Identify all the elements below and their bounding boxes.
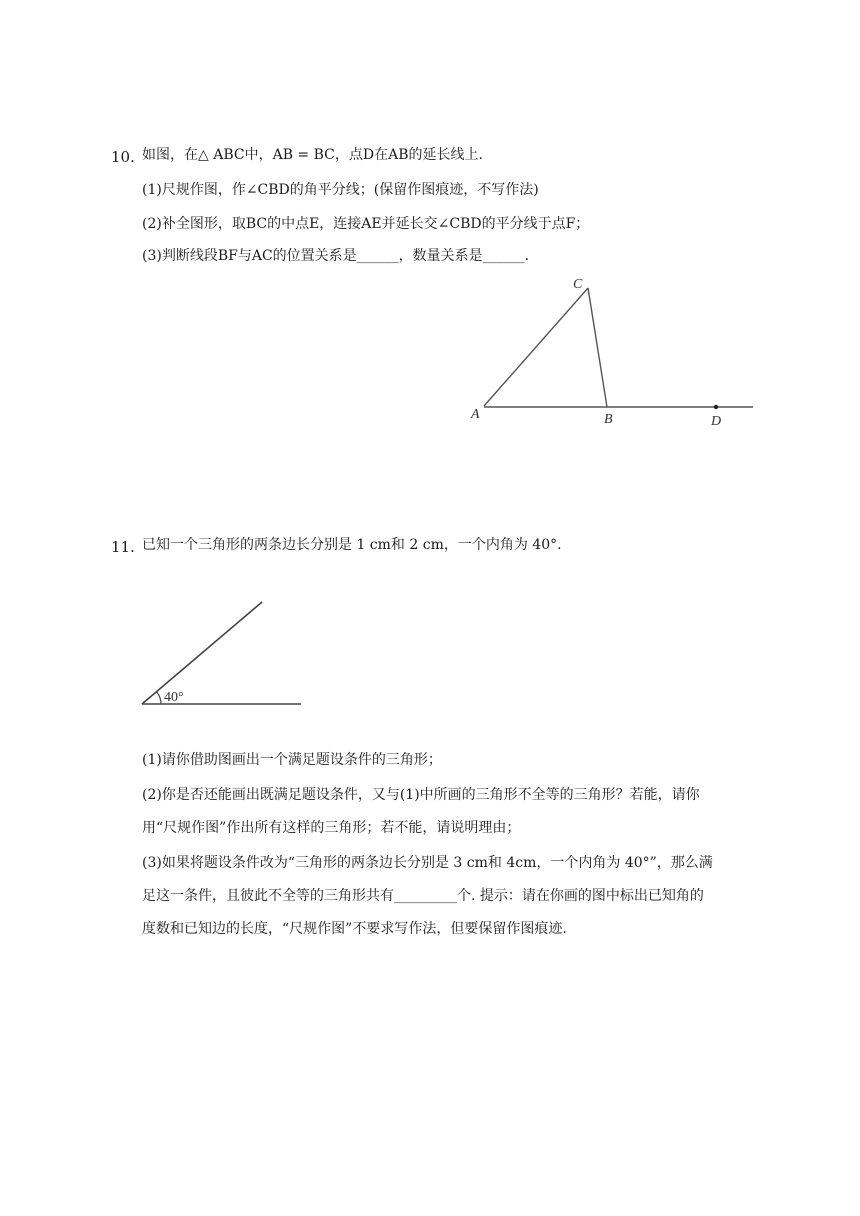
angle-label: 40° xyxy=(164,690,184,705)
point-d-dot xyxy=(714,405,718,409)
question-10-stem: 如图，在△ ABC中，AB = BC，点D在AB的延长线上. xyxy=(142,147,483,163)
angle-arc xyxy=(157,692,162,704)
angle-upper-ray xyxy=(142,602,262,704)
question-11-part-3-line-2: 足这一条件，且彼此不全等的三角形共有_________个. 提示：请在你画的图中标出已知角的 xyxy=(142,888,704,904)
question-10-part-1: (1)尺规作图，作∠CBD的角平分线；(保留作图痕迹，不写作法) xyxy=(142,182,539,198)
question-11-part-2-line-1: (2)你是否还能画出既满足题设条件，又与(1)中所画的三角形不全等的三角形？若能，请你 xyxy=(142,787,700,803)
question-10-part-2: (2)补全图形，取BC的中点E，连接AE并延长交∠CBD的平分线于点F； xyxy=(142,216,590,232)
question-10-number: 10. xyxy=(111,148,135,166)
angle-40-figure xyxy=(130,595,310,715)
label-b: B xyxy=(604,412,613,427)
question-11-number: 11. xyxy=(111,538,135,556)
segment-ac xyxy=(484,288,588,406)
question-11-part-3-line-3: 度数和已知边的长度，“尺规作图”不要求写作法，但要保留作图痕迹. xyxy=(142,921,567,937)
label-d: D xyxy=(711,414,722,429)
question-11-part-3-line-1: (3)如果将题设条件改为“三角形的两条边长分别是 3 cm和 4cm，一个内角为 40°”，那么满 xyxy=(142,855,713,871)
segment-cb xyxy=(588,288,607,407)
question-11-stem: 已知一个三角形的两条边长分别是 1 cm和 2 cm，一个内角为 40°. xyxy=(142,537,562,553)
triangle-abc-figure xyxy=(460,270,770,435)
question-11-part-1: (1)请你借助图画出一个满足题设条件的三角形； xyxy=(142,752,442,768)
label-a: A xyxy=(471,407,480,422)
question-11-part-2-line-2: 用“尺规作图”作出所有这样的三角形；若不能，请说明理由； xyxy=(142,820,521,836)
label-c: C xyxy=(573,277,583,292)
question-10-part-3: (3)判断线段BF与AC的位置关系是______，数量关系是______. xyxy=(142,248,530,264)
